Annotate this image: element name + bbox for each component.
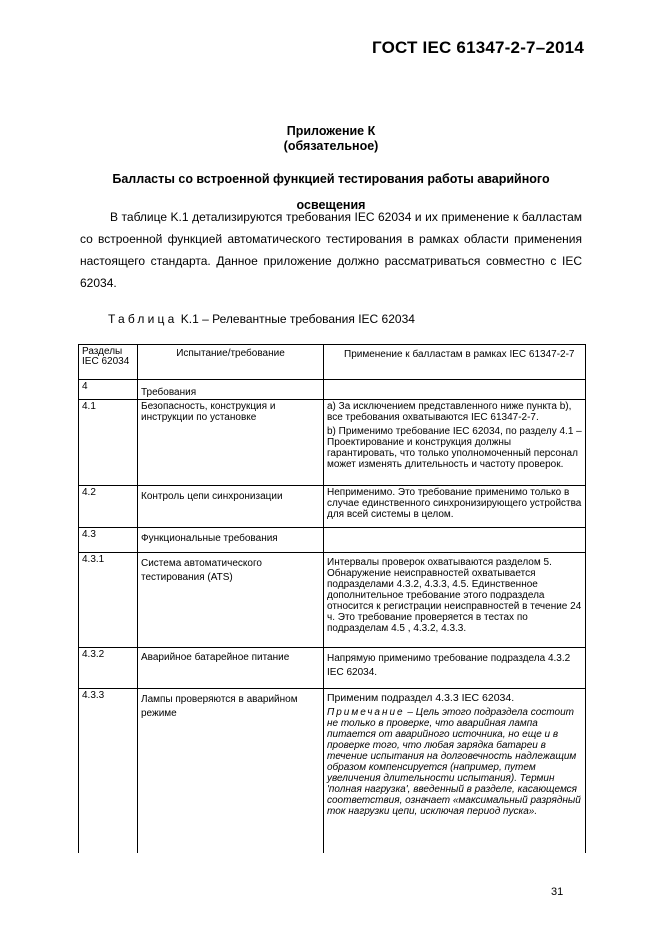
row-test xyxy=(138,380,324,400)
row-application: Напрямую применимо требование подраздела 4.3.2 IEC 62034. xyxy=(324,648,586,689)
note xyxy=(327,707,582,817)
annex-title-block xyxy=(0,124,662,154)
row-application-item-b: b) Применимо требование IEC 62034, по разделу 4.1 – Проектирование и конструкция должны гарантировать, что только уполномоченный персонал может изменять длительность и частоту проверок. xyxy=(327,426,582,470)
row-test: Аварийное батарейное питание xyxy=(138,648,324,689)
intro-paragraph: В таблице K.1 детализируются требования IEC 62034 и их применение к балластам со встроенной функцией автоматического тестирования в рамках области применения настоящего стандарта. Данное приложение должно рассматриваться совместно с IEC 62034. xyxy=(80,210,582,290)
row-application xyxy=(324,400,586,486)
annex-title: Приложение К xyxy=(286,124,376,138)
page-number: 31 xyxy=(551,886,564,898)
table-caption xyxy=(108,312,415,326)
note-label: Примечание xyxy=(327,707,405,718)
row-application-text: Применим подраздел 4.3.3 IEC 62034. xyxy=(327,692,515,704)
row-test: Система автоматического тестирования (ATS) xyxy=(138,553,324,648)
row-application-item-a: a) За исключением представленного ниже пункта b), все требования охватываются IEC 61347-2-7. xyxy=(327,401,572,423)
table-row xyxy=(79,528,586,553)
table-caption-word: Таблица xyxy=(108,312,178,326)
table-header-row xyxy=(79,345,586,380)
header-application: Применение к балластам в рамках IEC 61347-2-7 xyxy=(324,345,586,380)
row-test: Безопасность, конструкция и инструкции по установке xyxy=(138,400,324,486)
row-section: 4.1 xyxy=(79,400,138,486)
requirements-table xyxy=(78,344,586,853)
annex-status: (обязательное) xyxy=(283,139,379,153)
row-application: Интервалы проверок охватываются разделом 5. Обнаружение неисправностей охватывается подразделами 4.3.2, 4.3.3, 4.5. Единственное дополнительное требование этого подраздела относится к регистрации неисправностей в течение 24 ч. Это требование проверяется в тестах по подразделам 4.5 , 4.3.2, 4.3.3. xyxy=(324,553,586,648)
row-section: 4 xyxy=(79,380,138,400)
annex-heading: Балласты со встроенной функцией тестирования работы аварийного освещения xyxy=(112,172,550,212)
row-section: 4.3.3 xyxy=(79,689,138,853)
row-section: 4.2 xyxy=(79,486,138,528)
table-row xyxy=(79,486,586,528)
table-row xyxy=(79,553,586,648)
table-row xyxy=(79,380,586,400)
row-application xyxy=(324,380,586,400)
document-standard-number: ГОСТ IEC 61347-2-7–2014 xyxy=(371,38,584,57)
row-section: 4.3.1 xyxy=(79,553,138,648)
header-test: Испытание/требование xyxy=(138,345,324,380)
table-caption-text: K.1 – Релевантные требования IEC 62034 xyxy=(180,312,415,326)
row-section: 4.3.2 xyxy=(79,648,138,689)
table-row xyxy=(79,400,586,486)
note-text: – Цель этого подраздела состоит не только в проверке, что аварийная лампа питается от аварийного источника, но еще и в проверке того, что любая зарядка батареи в течение испытания на долговечность надлежащим образом компенсируется (например, путем увеличения длительности испытания). Термин 'полная нагрузка', введенный в разделе, касающемся соответствия, означает «максимальный разрядный ток нагрузки цепи, исключая период пуска». xyxy=(327,707,581,817)
row-test-text: Требования xyxy=(141,387,197,398)
row-test: Функциональные требования xyxy=(138,528,324,553)
row-test: Контроль цепи синхронизации xyxy=(138,486,324,528)
row-application xyxy=(324,528,586,553)
row-application: Неприменимо. Это требование применимо только в случае единственного синхронизирующего устройства для всей системы в целом. xyxy=(324,486,586,528)
row-section: 4.3 xyxy=(79,528,138,553)
row-application xyxy=(324,689,586,853)
header-section: Разделы IEC 62034 xyxy=(79,345,138,380)
table-row xyxy=(79,689,586,853)
row-test: Лампы проверяются в аварийном режиме xyxy=(138,689,324,853)
table-row xyxy=(79,648,586,689)
